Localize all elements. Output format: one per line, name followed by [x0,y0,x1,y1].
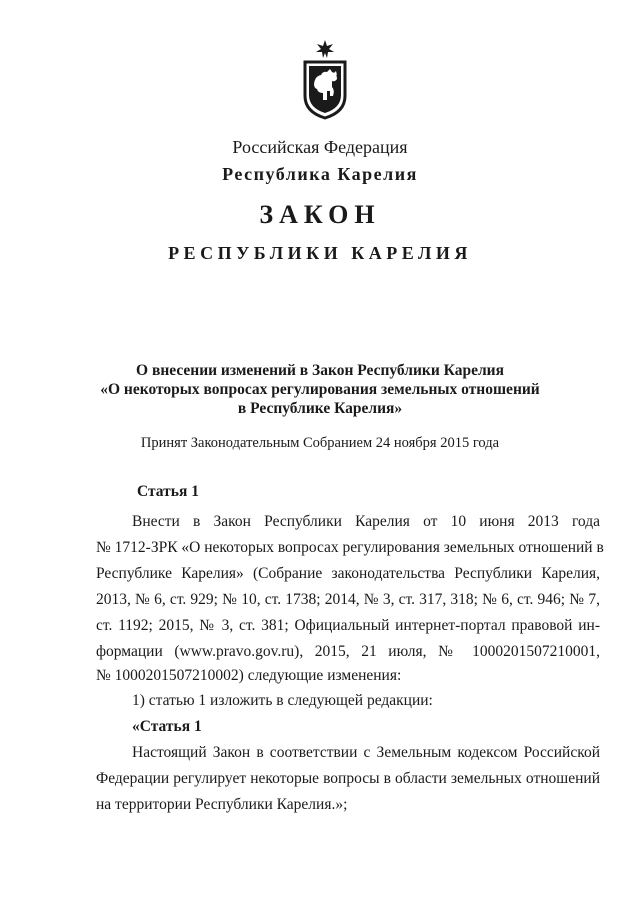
article-text-line: Федерации регулирует некоторые вопросы в области земельных отношений [96,770,600,787]
article-text-line: ст. 1192; 2015, № 3, ст. 381; Официальный интернет-портал правовой ин- [96,617,600,634]
adoption-date: Принят Законодательным Собранием 24 ноября 2015 года [140,435,500,451]
karelia-coat-of-arms-icon [299,38,351,120]
document-issuer: РЕСПУБЛИКИ КАРЕЛИЯ [168,243,472,263]
article-text-line: 1) статью 1 изложить в следующей редакции: [132,692,433,709]
article-heading: Статья 1 [137,483,199,500]
law-title-line: в Республике Карелия» [237,400,403,417]
article-text-line: Республике Карелия» (Собрание законодательства Республики Карелия, [96,565,600,582]
article-text-line: 2013, № 6, ст. 929; № 10, ст. 1738; 2014, № 3, ст. 317, 318; № 6, ст. 946; № 7, [96,591,600,608]
law-title-line: О внесении изменений в Закон Республики Карелия [136,362,504,379]
article-text-line: № 1000201507210002) следующие изменения: [96,667,402,684]
quoted-article-heading: «Статья 1 [132,718,202,735]
article-text-line: формации (www.pravo.gov.ru), 2015, 21 июля, № 1000201507210001, [96,643,600,660]
document-type: ЗАКОН [259,200,381,229]
article-text-line: № 1712-ЗРК «О некоторых вопросах регулирования земельных отношений в [96,539,604,556]
republic-name: Республика Карелия [222,164,418,184]
country-name: Российская Федерация [232,137,408,157]
article-text-line: на территории Республики Карелия.»; [96,796,348,813]
article-text-line: Настоящий Закон в соответствии с Земельным кодексом Российской [132,744,600,761]
law-title-line: «О некоторых вопросах регулирования земельных отношений [100,381,540,398]
article-text-line: Внести в Закон Республики Карелия от 10 июня 2013 года [132,513,600,530]
